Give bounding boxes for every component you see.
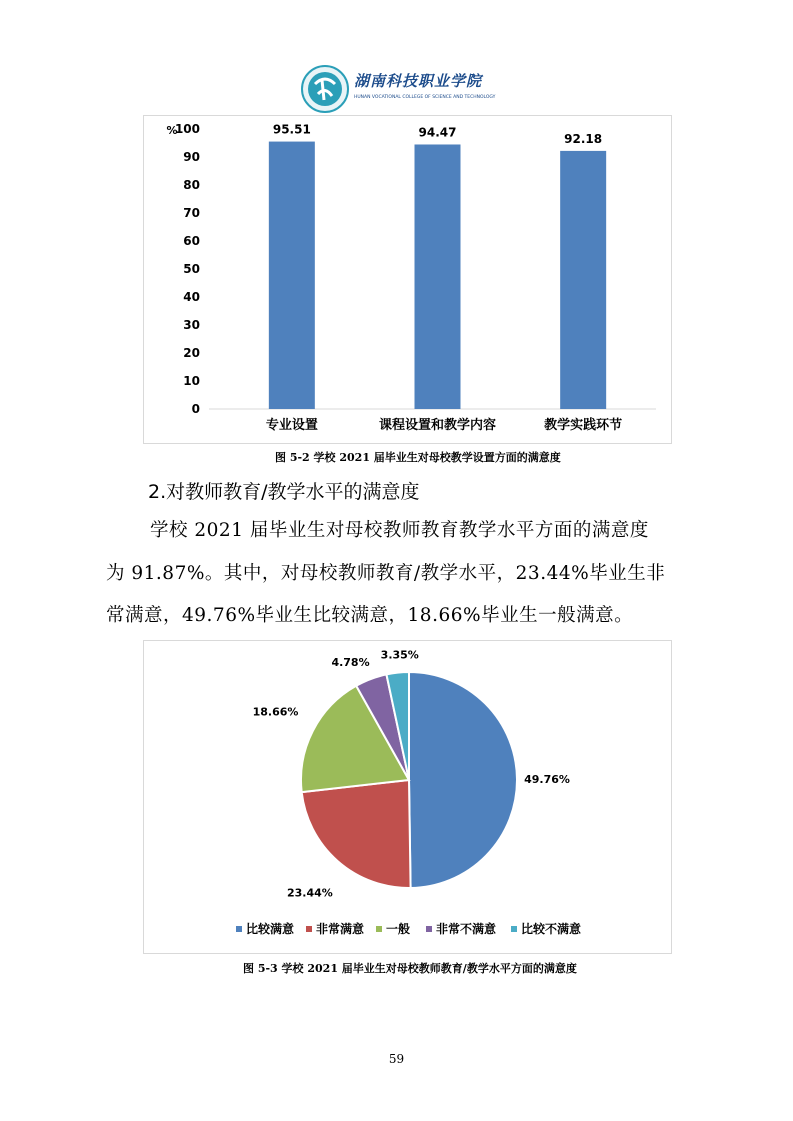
legend-swatch <box>306 926 312 932</box>
paragraph-line-1: 学校 2021 届毕业生对母校教师教育教学水平方面的满意度 <box>150 520 649 541</box>
legend-label: 一般 <box>386 922 411 936</box>
x-category-label: 专业设置 <box>265 418 318 433</box>
pie-value-label: 23.44% <box>286 886 333 900</box>
school-logo <box>300 64 500 114</box>
x-category-label: 教学实践环节 <box>544 418 623 433</box>
pie-value-label: 49.76% <box>524 772 570 786</box>
y-tick-label: 90 <box>183 150 200 164</box>
y-tick-label: 40 <box>183 290 200 304</box>
pie-chart <box>144 641 671 953</box>
y-tick-label: 20 <box>183 346 200 360</box>
y-tick-label: 60 <box>183 234 200 248</box>
legend-label: 非常满意 <box>316 922 365 936</box>
bar <box>415 144 461 409</box>
bar-value-label: 94.47 <box>418 125 457 140</box>
y-tick-label: 0 <box>191 402 200 416</box>
legend-swatch <box>426 926 432 932</box>
figure-5-2-caption: 图 5-2 学校 2021 届毕业生对母校教学设置方面的满意度 <box>275 451 561 464</box>
bar <box>269 142 315 409</box>
paragraph-line-3: 常满意，49.76%毕业生比较满意，18.66%毕业生一般满意。 <box>106 605 634 626</box>
bar-value-label: 95.51 <box>272 122 311 137</box>
page-number: 59 <box>388 1052 405 1066</box>
bar-value-label: 92.18 <box>564 131 603 146</box>
y-tick-label: 80 <box>183 178 200 192</box>
figure-5-3-caption: 图 5-3 学校 2021 届毕业生对母校教师教育/教学水平方面的满意度 <box>243 962 577 975</box>
pie-value-label: 18.66% <box>252 705 299 719</box>
school-name: 湖南科技职业学院 <box>354 72 483 90</box>
legend-swatch <box>376 926 382 932</box>
y-tick-label: 30 <box>183 318 200 332</box>
y-tick-label: 100 <box>174 122 200 136</box>
pie-slice <box>409 672 517 888</box>
pie-value-label: 3.35% <box>380 648 419 662</box>
bar-chart <box>144 116 671 443</box>
school-name-en: HUNAN VOCATIONAL COLLEGE OF SCIENCE AND TECHNOLOGY <box>354 95 496 100</box>
x-category-label: 课程设置和教学内容 <box>378 418 497 433</box>
y-axis-unit-label: % <box>166 124 178 137</box>
legend-swatch <box>511 926 517 932</box>
pie-chart-panel <box>143 640 672 954</box>
section-heading: 2.对教师教育/教学水平的满意度 <box>148 481 420 503</box>
legend-label: 比较满意 <box>246 922 295 936</box>
legend-label: 非常不满意 <box>436 922 497 936</box>
paragraph-line-2: 为 91.87%。其中，对母校教师教育/教学水平，23.44%毕业生非 <box>106 563 666 584</box>
y-tick-label: 50 <box>183 262 200 276</box>
school-emblem-icon <box>300 64 350 114</box>
y-tick-label: 10 <box>183 374 200 388</box>
legend-swatch <box>236 926 242 932</box>
pie-slice <box>302 780 411 888</box>
bar-chart-panel <box>143 115 672 444</box>
pie-value-label: 4.78% <box>331 656 370 670</box>
y-tick-label: 70 <box>183 206 200 220</box>
legend-label: 比较不满意 <box>521 922 582 936</box>
bar <box>560 151 606 409</box>
